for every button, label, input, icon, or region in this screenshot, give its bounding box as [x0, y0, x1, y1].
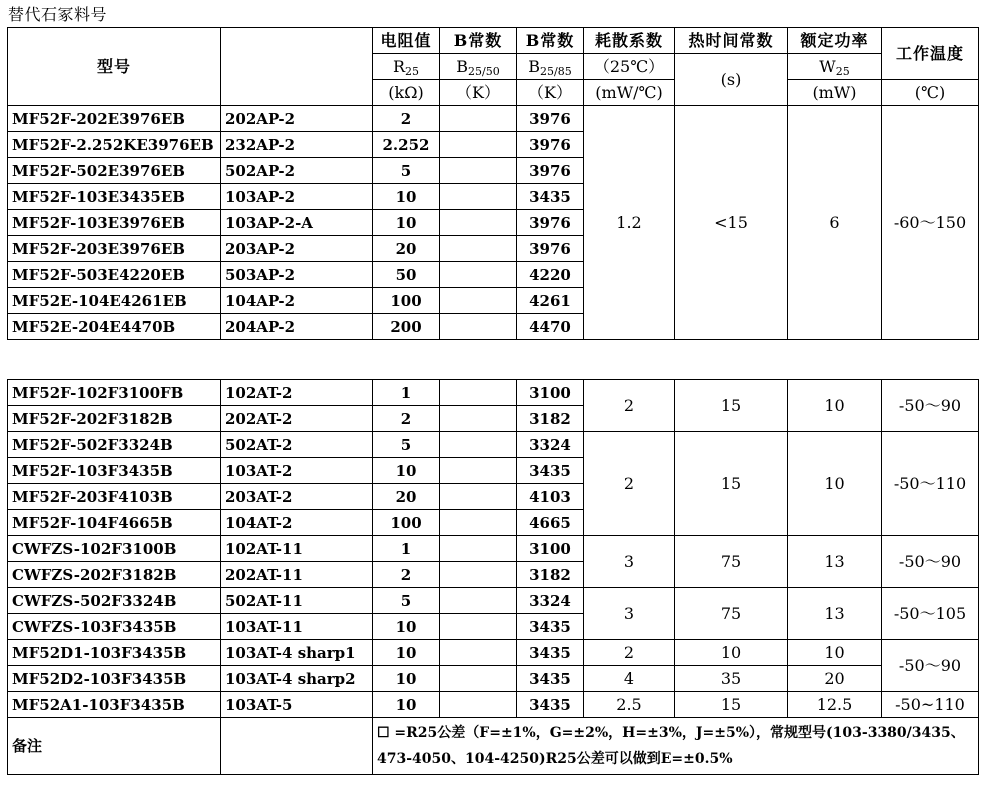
- notes-text: ☐ =R25公差（F=±1%，G=±2%，H=±3%，J=±5%），常规型号(103-3380/3435、473-4050、104-4250)R25公差可以做到E=±0.5%: [373, 718, 979, 775]
- b2585-cell: 3100: [517, 536, 584, 562]
- b2585-cell: 3976: [517, 236, 584, 262]
- model-cell: MF52F-102F3100FB: [8, 380, 221, 406]
- alt-part-cell: 103AP-2: [221, 184, 373, 210]
- b2550-cell: [440, 562, 517, 588]
- b2550-cell: [440, 536, 517, 562]
- b2550-cell: [440, 666, 517, 692]
- b2585-cell: 3324: [517, 432, 584, 458]
- resistance-cell: 50: [373, 262, 440, 288]
- resistance-cell: 100: [373, 288, 440, 314]
- b2550-cell: [440, 236, 517, 262]
- operating-temp-cell: -50～110: [882, 432, 979, 536]
- b2550-cell: [440, 106, 517, 132]
- resistance-cell: 5: [373, 158, 440, 184]
- model-cell: MF52F-202E3976EB: [8, 106, 221, 132]
- b2585-cell: 3100: [517, 380, 584, 406]
- model-cell: MF52F-503E4220EB: [8, 262, 221, 288]
- alt-part-cell: 103AT-4 sharp1: [221, 640, 373, 666]
- header-b2550-symbol: $B_{25/50}$: [440, 54, 517, 80]
- operating-temp-cell: -60～150: [882, 106, 979, 340]
- thermal-constant-cell: 75: [675, 588, 788, 640]
- header-model: 型号: [8, 28, 221, 106]
- table-caption: 替代石冢料号: [8, 5, 108, 24]
- dissipation-cell: 4: [584, 666, 675, 692]
- resistance-cell: 10: [373, 210, 440, 236]
- header-dissipation-cond: （25℃）: [584, 54, 675, 80]
- alt-part-cell: 503AP-2: [221, 262, 373, 288]
- resistance-cell: 10: [373, 458, 440, 484]
- header-alt-blank: [221, 28, 373, 106]
- dissipation-cell: 1.2: [584, 106, 675, 340]
- header-dissipation-unit: (mW/℃): [584, 80, 675, 106]
- resistance-cell: 2: [373, 106, 440, 132]
- rated-power-cell: 10: [788, 432, 882, 536]
- resistance-cell: 2: [373, 562, 440, 588]
- rated-power-cell: 10: [788, 640, 882, 666]
- header-thermal-constant: 热时间常数: [675, 28, 788, 54]
- thermal-constant-cell: 10: [675, 640, 788, 666]
- operating-temp-cell: -50～90: [882, 536, 979, 588]
- alt-part-cell: 502AT-2: [221, 432, 373, 458]
- table-row: [8, 106, 979, 132]
- header-resistance-unit: (kΩ): [373, 80, 440, 106]
- table-row: [8, 536, 979, 562]
- model-cell: MF52F-203E3976EB: [8, 236, 221, 262]
- operating-temp-cell: -50～90: [882, 640, 979, 692]
- b2550-cell: [440, 692, 517, 718]
- model-cell: CWFZS-103F3435B: [8, 614, 221, 640]
- b2550-cell: [440, 158, 517, 184]
- rated-power-cell: 13: [788, 536, 882, 588]
- b2550-cell: [440, 314, 517, 340]
- resistance-cell: 10: [373, 692, 440, 718]
- model-cell: MF52D1-103F3435B: [8, 640, 221, 666]
- alt-part-cell: 103AT-2: [221, 458, 373, 484]
- rated-power-cell: 20: [788, 666, 882, 692]
- resistance-cell: 10: [373, 184, 440, 210]
- b2550-cell: [440, 432, 517, 458]
- model-cell: MF52E-104E4261EB: [8, 288, 221, 314]
- operating-temp-cell: -50~110: [882, 692, 979, 718]
- alt-part-cell: 502AP-2: [221, 158, 373, 184]
- alt-part-cell: 232AP-2: [221, 132, 373, 158]
- dissipation-cell: 2: [584, 380, 675, 432]
- b2585-cell: 3435: [517, 640, 584, 666]
- model-cell: MF52F-202F3182B: [8, 406, 221, 432]
- resistance-cell: 200: [373, 314, 440, 340]
- header-thermal-unit: (s): [675, 54, 788, 106]
- b2550-cell: [440, 380, 517, 406]
- alt-part-cell: 202AP-2: [221, 106, 373, 132]
- header-w25: $W_{25}$: [788, 54, 882, 80]
- resistance-cell: 20: [373, 484, 440, 510]
- header-power-unit: (mW): [788, 80, 882, 106]
- model-cell: CWFZS-502F3324B: [8, 588, 221, 614]
- b2585-cell: 3976: [517, 158, 584, 184]
- header-rated-power: 额定功率: [788, 28, 882, 54]
- alt-part-cell: 104AT-2: [221, 510, 373, 536]
- b2550-cell: [440, 458, 517, 484]
- b2585-cell: 4261: [517, 288, 584, 314]
- b2585-cell: 3976: [517, 132, 584, 158]
- header-resistance: 电阻值: [373, 28, 440, 54]
- dissipation-cell: 2: [584, 640, 675, 666]
- alt-part-cell: 104AP-2: [221, 288, 373, 314]
- resistance-cell: 1: [373, 380, 440, 406]
- resistance-cell: 20: [373, 236, 440, 262]
- header-b2550-unit: （K）: [440, 80, 517, 106]
- model-cell: CWFZS-202F3182B: [8, 562, 221, 588]
- header-dissipation: 耗散系数: [584, 28, 675, 54]
- model-cell: MF52D2-103F3435B: [8, 666, 221, 692]
- alt-part-cell: 103AP-2-A: [221, 210, 373, 236]
- alt-part-cell: 203AT-2: [221, 484, 373, 510]
- header-b2550: B常数: [440, 28, 517, 54]
- b2550-cell: [440, 262, 517, 288]
- b2550-cell: [440, 132, 517, 158]
- resistance-cell: 2: [373, 406, 440, 432]
- b2585-cell: 3435: [517, 666, 584, 692]
- header-temp-unit: (℃): [882, 80, 979, 106]
- alt-part-cell: 103AT-11: [221, 614, 373, 640]
- alt-part-cell: 202AT-2: [221, 406, 373, 432]
- thermal-constant-cell: 15: [675, 380, 788, 432]
- operating-temp-cell: -50～105: [882, 588, 979, 640]
- b2550-cell: [440, 210, 517, 236]
- b2550-cell: [440, 288, 517, 314]
- alt-part-cell: 203AP-2: [221, 236, 373, 262]
- b2585-cell: 3976: [517, 106, 584, 132]
- header-b2585: B常数: [517, 28, 584, 54]
- alt-part-cell: 202AT-11: [221, 562, 373, 588]
- resistance-cell: 5: [373, 588, 440, 614]
- dissipation-cell: 2.5: [584, 692, 675, 718]
- model-cell: MF52F-203F4103B: [8, 484, 221, 510]
- resistance-cell: 10: [373, 640, 440, 666]
- rated-power-cell: 13: [788, 588, 882, 640]
- thermal-constant-cell: 75: [675, 536, 788, 588]
- b2585-cell: 4220: [517, 262, 584, 288]
- thermal-constant-cell: 15: [675, 432, 788, 536]
- b2585-cell: 3324: [517, 588, 584, 614]
- rated-power-cell: 6: [788, 106, 882, 340]
- model-cell: MF52F-103E3435EB: [8, 184, 221, 210]
- b2550-cell: [440, 614, 517, 640]
- b2550-cell: [440, 406, 517, 432]
- dissipation-cell: 2: [584, 432, 675, 536]
- alt-part-cell: 102AT-2: [221, 380, 373, 406]
- spec-table-top: [7, 27, 979, 340]
- spec-table-bottom: [7, 379, 979, 775]
- table-row: [8, 432, 979, 458]
- resistance-cell: 100: [373, 510, 440, 536]
- b2585-cell: 4103: [517, 484, 584, 510]
- model-cell: MF52A1-103F3435B: [8, 692, 221, 718]
- b2585-cell: 4665: [517, 510, 584, 536]
- resistance-cell: 1: [373, 536, 440, 562]
- table-row: [8, 640, 979, 666]
- header-r25: $R_{25}$: [373, 54, 440, 80]
- alt-part-cell: 102AT-11: [221, 536, 373, 562]
- b2585-cell: 3435: [517, 692, 584, 718]
- header-b2585-symbol: $B_{25/85}$: [517, 54, 584, 80]
- alt-part-cell: 502AT-11: [221, 588, 373, 614]
- resistance-cell: 5: [373, 432, 440, 458]
- b2550-cell: [440, 588, 517, 614]
- alt-part-cell: 103AT-4 sharp2: [221, 666, 373, 692]
- b2585-cell: 3435: [517, 184, 584, 210]
- model-cell: MF52F-502E3976EB: [8, 158, 221, 184]
- resistance-cell: 2.252: [373, 132, 440, 158]
- header-b2585-unit: （K）: [517, 80, 584, 106]
- notes-blank: [221, 718, 373, 775]
- model-cell: MF52E-204E4470B: [8, 314, 221, 340]
- dissipation-cell: 3: [584, 536, 675, 588]
- model-cell: MF52F-2.252KE3976EB: [8, 132, 221, 158]
- rated-power-cell: 12.5: [788, 692, 882, 718]
- b2585-cell: 4470: [517, 314, 584, 340]
- resistance-cell: 10: [373, 614, 440, 640]
- b2550-cell: [440, 184, 517, 210]
- model-cell: MF52F-502F3324B: [8, 432, 221, 458]
- dissipation-cell: 3: [584, 588, 675, 640]
- alt-part-cell: 103AT-5: [221, 692, 373, 718]
- b2585-cell: 3976: [517, 210, 584, 236]
- b2585-cell: 3182: [517, 406, 584, 432]
- b2585-cell: 3435: [517, 458, 584, 484]
- rated-power-cell: 10: [788, 380, 882, 432]
- model-cell: MF52F-104F4665B: [8, 510, 221, 536]
- table-row: [8, 588, 979, 614]
- b2550-cell: [440, 640, 517, 666]
- b2550-cell: [440, 484, 517, 510]
- b2585-cell: 3435: [517, 614, 584, 640]
- table-row: [8, 380, 979, 406]
- thermal-constant-cell: 35: [675, 666, 788, 692]
- operating-temp-cell: -50～90: [882, 380, 979, 432]
- alt-part-cell: 204AP-2: [221, 314, 373, 340]
- thermal-constant-cell: 15: [675, 692, 788, 718]
- table-row: [8, 692, 979, 718]
- model-cell: MF52F-103F3435B: [8, 458, 221, 484]
- model-cell: CWFZS-102F3100B: [8, 536, 221, 562]
- header-operating-temp: 工作温度: [882, 28, 979, 80]
- b2550-cell: [440, 510, 517, 536]
- notes-label: 备注: [8, 718, 221, 775]
- b2585-cell: 3182: [517, 562, 584, 588]
- resistance-cell: 10: [373, 666, 440, 692]
- table-row: [8, 666, 979, 692]
- model-cell: MF52F-103E3976EB: [8, 210, 221, 236]
- thermal-constant-cell: <15: [675, 106, 788, 340]
